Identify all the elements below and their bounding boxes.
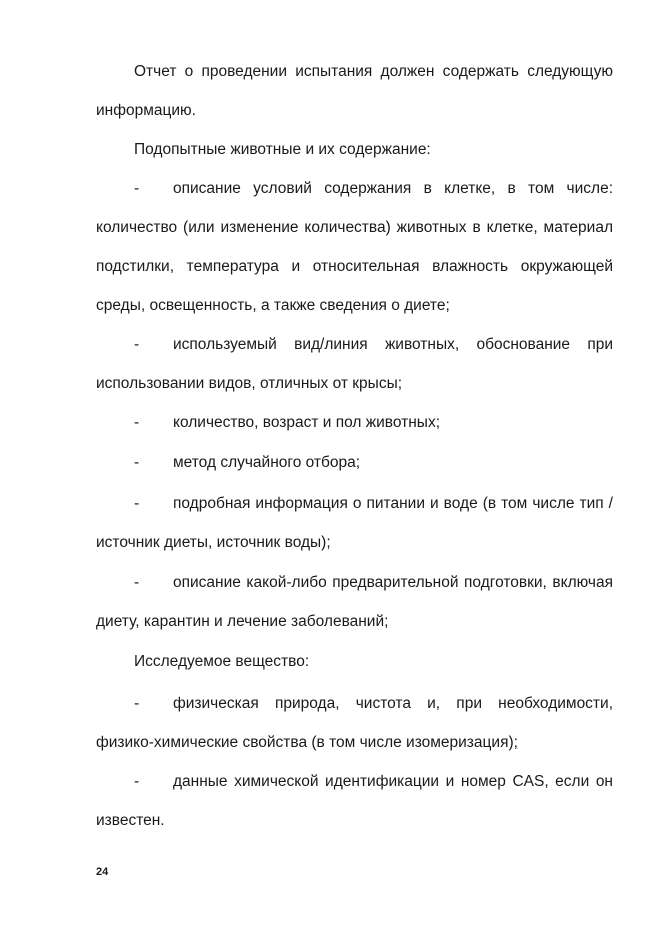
bullet-dash: - [134,574,140,591]
list-item [96,325,613,403]
bullet-dash: - [134,454,140,471]
list-item-text: используемый вид/линия животных, обоснование при использовании видов, отличных от крысы; [96,336,613,392]
list-item [96,484,613,562]
list-item [96,169,613,325]
list-item [96,762,613,840]
bullet-dash: - [134,180,140,197]
bullet-dash: - [134,773,140,790]
intro-paragraph: Отчет о проведении испытания должен содержать следующую информацию. [96,63,613,119]
bullet-dash: - [134,695,140,712]
list-item-text: метод случайного отбора; [173,454,361,471]
list-item-text: описание условий содержания в клетке, в том числе: количество (или изменение количества) животных в клетке, материал подстилки, температура и относительная влажность окружающей среды, освещенность, а также сведения о диете; [96,180,613,314]
list-item [96,403,613,442]
list-item [96,563,613,641]
bullet-dash: - [134,495,140,512]
bullet-dash: - [134,336,140,353]
section-heading-animals: Подопытные животные и их содержание: [134,141,431,158]
list-item [96,443,613,482]
list-item-text: количество, возраст и пол животных; [173,414,440,431]
section-heading-substance: Исследуемое вещество: [134,653,310,670]
bullet-dash: - [134,414,140,431]
list-item-text: описание какой-либо предварительной подготовки, включая диету, карантин и лечение заболеваний; [96,574,613,630]
list-item-text: данные химической идентификации и номер CAS, если он известен. [96,773,613,829]
list-item-text: физическая природа, чистота и, при необходимости, физико-химические свойства (в том числе изомеризация); [96,695,613,751]
page-number: 24 [96,866,109,878]
list-item-text: подробная информация о питании и воде (в том числе тип / источник диеты, источник воды); [96,495,613,551]
list-item [96,684,613,762]
